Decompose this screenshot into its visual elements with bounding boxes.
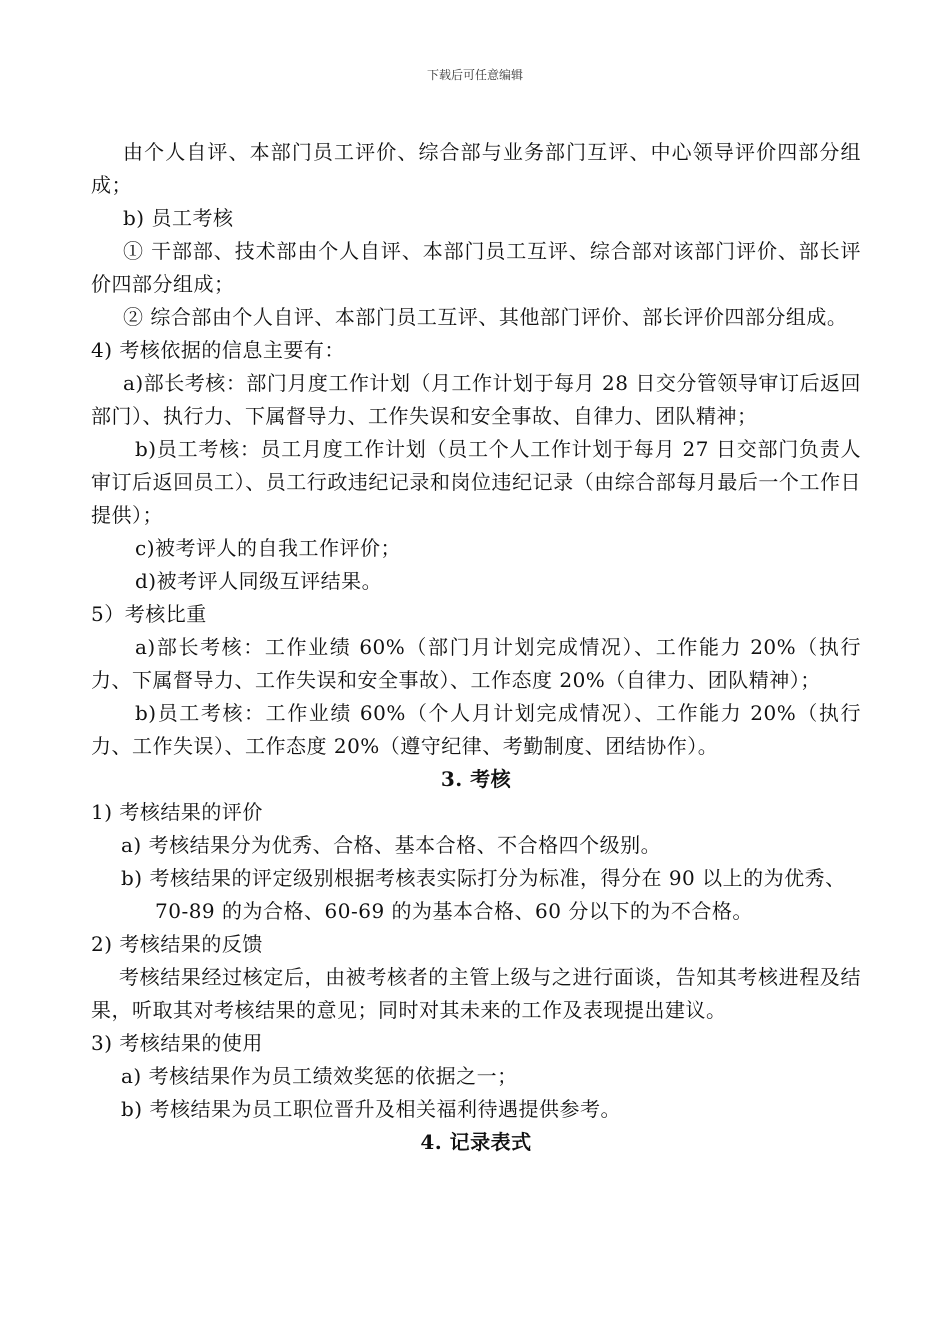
paragraph: a)部长考核：部门月度工作计划（月工作计划于每月 28 日交分管领导审订后返回部门）、执行力、下属督导力、工作失误和安全事故、自律力、团队精神；	[91, 371, 861, 428]
list-item: a) 考核结果作为员工绩效奖惩的依据之一；	[121, 1064, 518, 1088]
paragraph: ② 综合部由个人自评、本部门员工互评、其他部门评价、部长评价四部分组成。	[123, 305, 848, 329]
paragraph: 1) 考核结果的评价	[91, 800, 263, 824]
list-item: a) 考核结果分为优秀、合格、基本合格、不合格四个级别。	[121, 833, 662, 857]
paragraph: a)部长考核：工作业绩 60%（部门月计划完成情况）、工作能力 20%（执行力、下属督导力、工作失误和安全事故）、工作态度 20%（自律力、团队精神）；	[91, 635, 861, 692]
paragraph: d)被考评人同级互评结果。	[135, 569, 383, 593]
paragraph: b)员工考核：工作业绩 60%（个人月计划完成情况）、工作能力 20%（执行力、工作失误）、工作态度 20%（遵守纪律、考勤制度、团结协作）。	[91, 701, 861, 758]
paragraph: b)员工考核：员工月度工作计划（员工个人工作计划于每月 27 日交部门负责人审订后返回员工）、员工行政违纪记录和岗位违纪记录（由综合部每月最后一个工作日提供）；	[91, 437, 861, 527]
paragraph: 5）考核比重	[91, 602, 207, 626]
paragraph: 4) 考核依据的信息主要有：	[91, 338, 345, 362]
document-body	[91, 136, 861, 1159]
paragraph: b) 员工考核	[123, 206, 234, 230]
section-heading: 3. 考核	[440, 767, 512, 791]
page-header: 下载后可任意编辑	[426, 68, 523, 82]
section-heading: 4. 记录表式	[420, 1130, 532, 1154]
paragraph: 考核结果经过核定后，由被考核者的主管上级与之进行面谈，告知其考核进程及结果，听取其对考核结果的意见；同时对其未来的工作及表现提出建议。	[91, 965, 861, 1022]
paragraph: 3) 考核结果的使用	[91, 1031, 263, 1055]
paragraph: ① 干部部、技术部由个人自评、本部门员工互评、综合部对该部门评价、部长评价四部分组成；	[91, 239, 861, 296]
paragraph: 2) 考核结果的反馈	[91, 932, 263, 956]
list-item: b) 考核结果为员工职位晋升及相关福利待遇提供参考。	[121, 1097, 621, 1121]
paragraph: c)被考评人的自我工作评价；	[135, 536, 402, 560]
list-item: b) 考核结果的评定级别根据考核表实际打分为标准，得分在 90 以上的为优秀、70-89 的为合格、60-69 的为基本合格、60 分以下的为不合格。	[121, 866, 846, 923]
paragraph: 由个人自评、本部门员工评价、综合部与业务部门互评、中心领导评价四部分组成；	[91, 140, 861, 197]
